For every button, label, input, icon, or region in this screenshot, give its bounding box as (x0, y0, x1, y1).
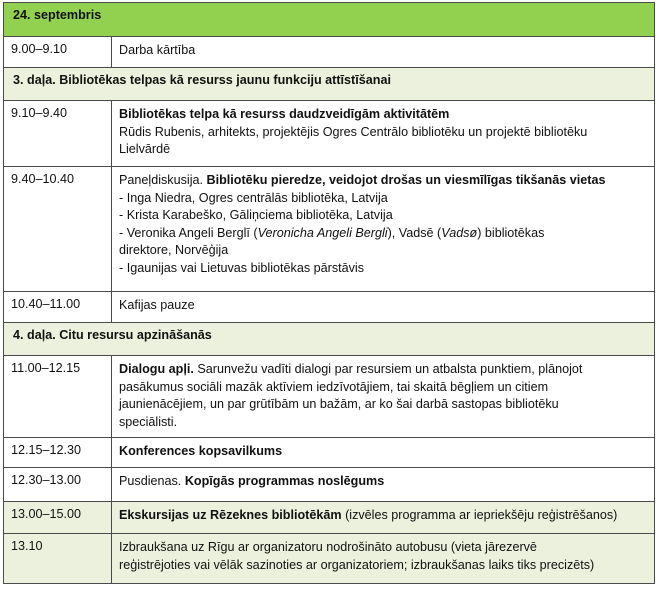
description-cell: Ekskursijas uz Rēzeknes bibliotēkām (izvēles programma ar iepriekšēju reģistrēšanos) (119, 508, 618, 522)
time-cell: 12.30–13.00 (4, 468, 112, 501)
panelist-3-cont: direktore, Norvēģija (119, 243, 229, 258)
table-row (3, 437, 655, 467)
panelist-4: - Igaunijas vai Lietuvas bibliotēkas pārstāvis (119, 260, 365, 275)
description-line: reģistrējoties vai vēlāk sazinoties ar organizatoriem; izbraukšanas laiks tiks precizēts) (119, 557, 595, 572)
day-header-row (3, 2, 655, 36)
section-row (3, 322, 655, 355)
table-row (3, 36, 655, 67)
description-line: jaunienācējiem, un par grūtībām un bažām, ar ko šai darbā sastopas bibliotēku (119, 397, 559, 412)
description-cell (112, 438, 654, 467)
time-cell: 9.00–9.10 (4, 37, 112, 67)
description-cell (112, 101, 654, 166)
time-cell: 9.40–10.40 (4, 167, 112, 291)
panelist-3: - Veronika Angeli Berglī (Veronicha Angeli Bergli), Vadsē (Vadsø) bibliotēkas (119, 225, 545, 240)
description-line: speciālisti. (119, 414, 178, 429)
table-row (3, 467, 655, 501)
description-line: Izbraukšana uz Rīgu ar organizatoru nodrošināto autobusu (vieta jārezervē (119, 540, 537, 554)
table-row (3, 355, 655, 437)
agenda-table (3, 2, 655, 584)
time-cell: 10.40–11.00 (4, 292, 112, 322)
description-text: Darba kārtība (119, 43, 196, 57)
day-header: 24. septembris (13, 8, 102, 22)
session-title: Ekskursijas uz Rēzeknes bibliotēkām (119, 508, 342, 522)
description-cell (112, 167, 654, 291)
description-line: pasākumus sociāli mazāk aktīviem iedzīvotājiem, tai skaitā bēgļiem un citiem (119, 379, 549, 394)
session-title: Konferences kopsavilkums (119, 444, 283, 458)
description-cell: Pusdienas. Kopīgās programmas noslēgums (119, 474, 385, 488)
session-title: Dialogu apļi. (119, 362, 194, 376)
panelist-1: - Inga Niedra, Ogres centrālās bibliotēka, Latvija (119, 190, 388, 205)
section-row (3, 67, 655, 100)
table-row (3, 166, 655, 291)
section-title: 4. daļa. Citu resursu apzināšanās (13, 328, 212, 342)
section-title: 3. daļa. Bibliotēkas telpas kā resurss jaunu funkciju attīstīšanai (13, 73, 391, 87)
description-cell: Dialogu apļi. Sarunvežu vadīti dialogi par resursiem un atbalsta punktiem, plānojot pasākumus sociāli mazāk aktīviem iedzīvotājiem, tai skaitā bēgļiem un citiem jaunienācējiem, un par grūtībām un bažām, ar ko šai darbā sastopas bibliotēku speciālisti. (112, 356, 654, 437)
panelist-2: - Krista Karabeško, Gāliņciema bibliotēka, Latvija (119, 208, 393, 223)
time-cell: 13.10 (4, 534, 112, 583)
session-title: Kopīgās programmas noslēgums (184, 474, 385, 488)
description-cell (112, 534, 654, 583)
session-title: Bibliotēku pieredze, veidojot drošas un viesmīlīgas tikšanās vietas (206, 173, 606, 187)
time-cell: 9.10–9.40 (4, 101, 112, 166)
speaker-text-cont: Lielvārdē (119, 142, 171, 157)
session-title: Bibliotēkas telpa kā resurss daudzveidīgām aktivitātēm (119, 107, 450, 121)
description-cell (112, 292, 654, 322)
time-cell: 12.15–12.30 (4, 438, 112, 467)
table-row (3, 291, 655, 322)
description-cell (112, 37, 654, 67)
time-cell: 11.00–12.15 (4, 356, 112, 437)
description-text: Kafijas pauze (119, 298, 195, 312)
table-row (3, 501, 655, 533)
table-row (3, 533, 655, 584)
session-prefix: Paneļdiskusija. (119, 173, 207, 187)
table-row (3, 100, 655, 166)
time-cell: 13.00–15.00 (4, 502, 112, 533)
speaker-text: Rūdis Rubenis, arhitekts, projektējis Ogres Centrālo bibliotēku un projektē bibliotēku (119, 124, 588, 139)
